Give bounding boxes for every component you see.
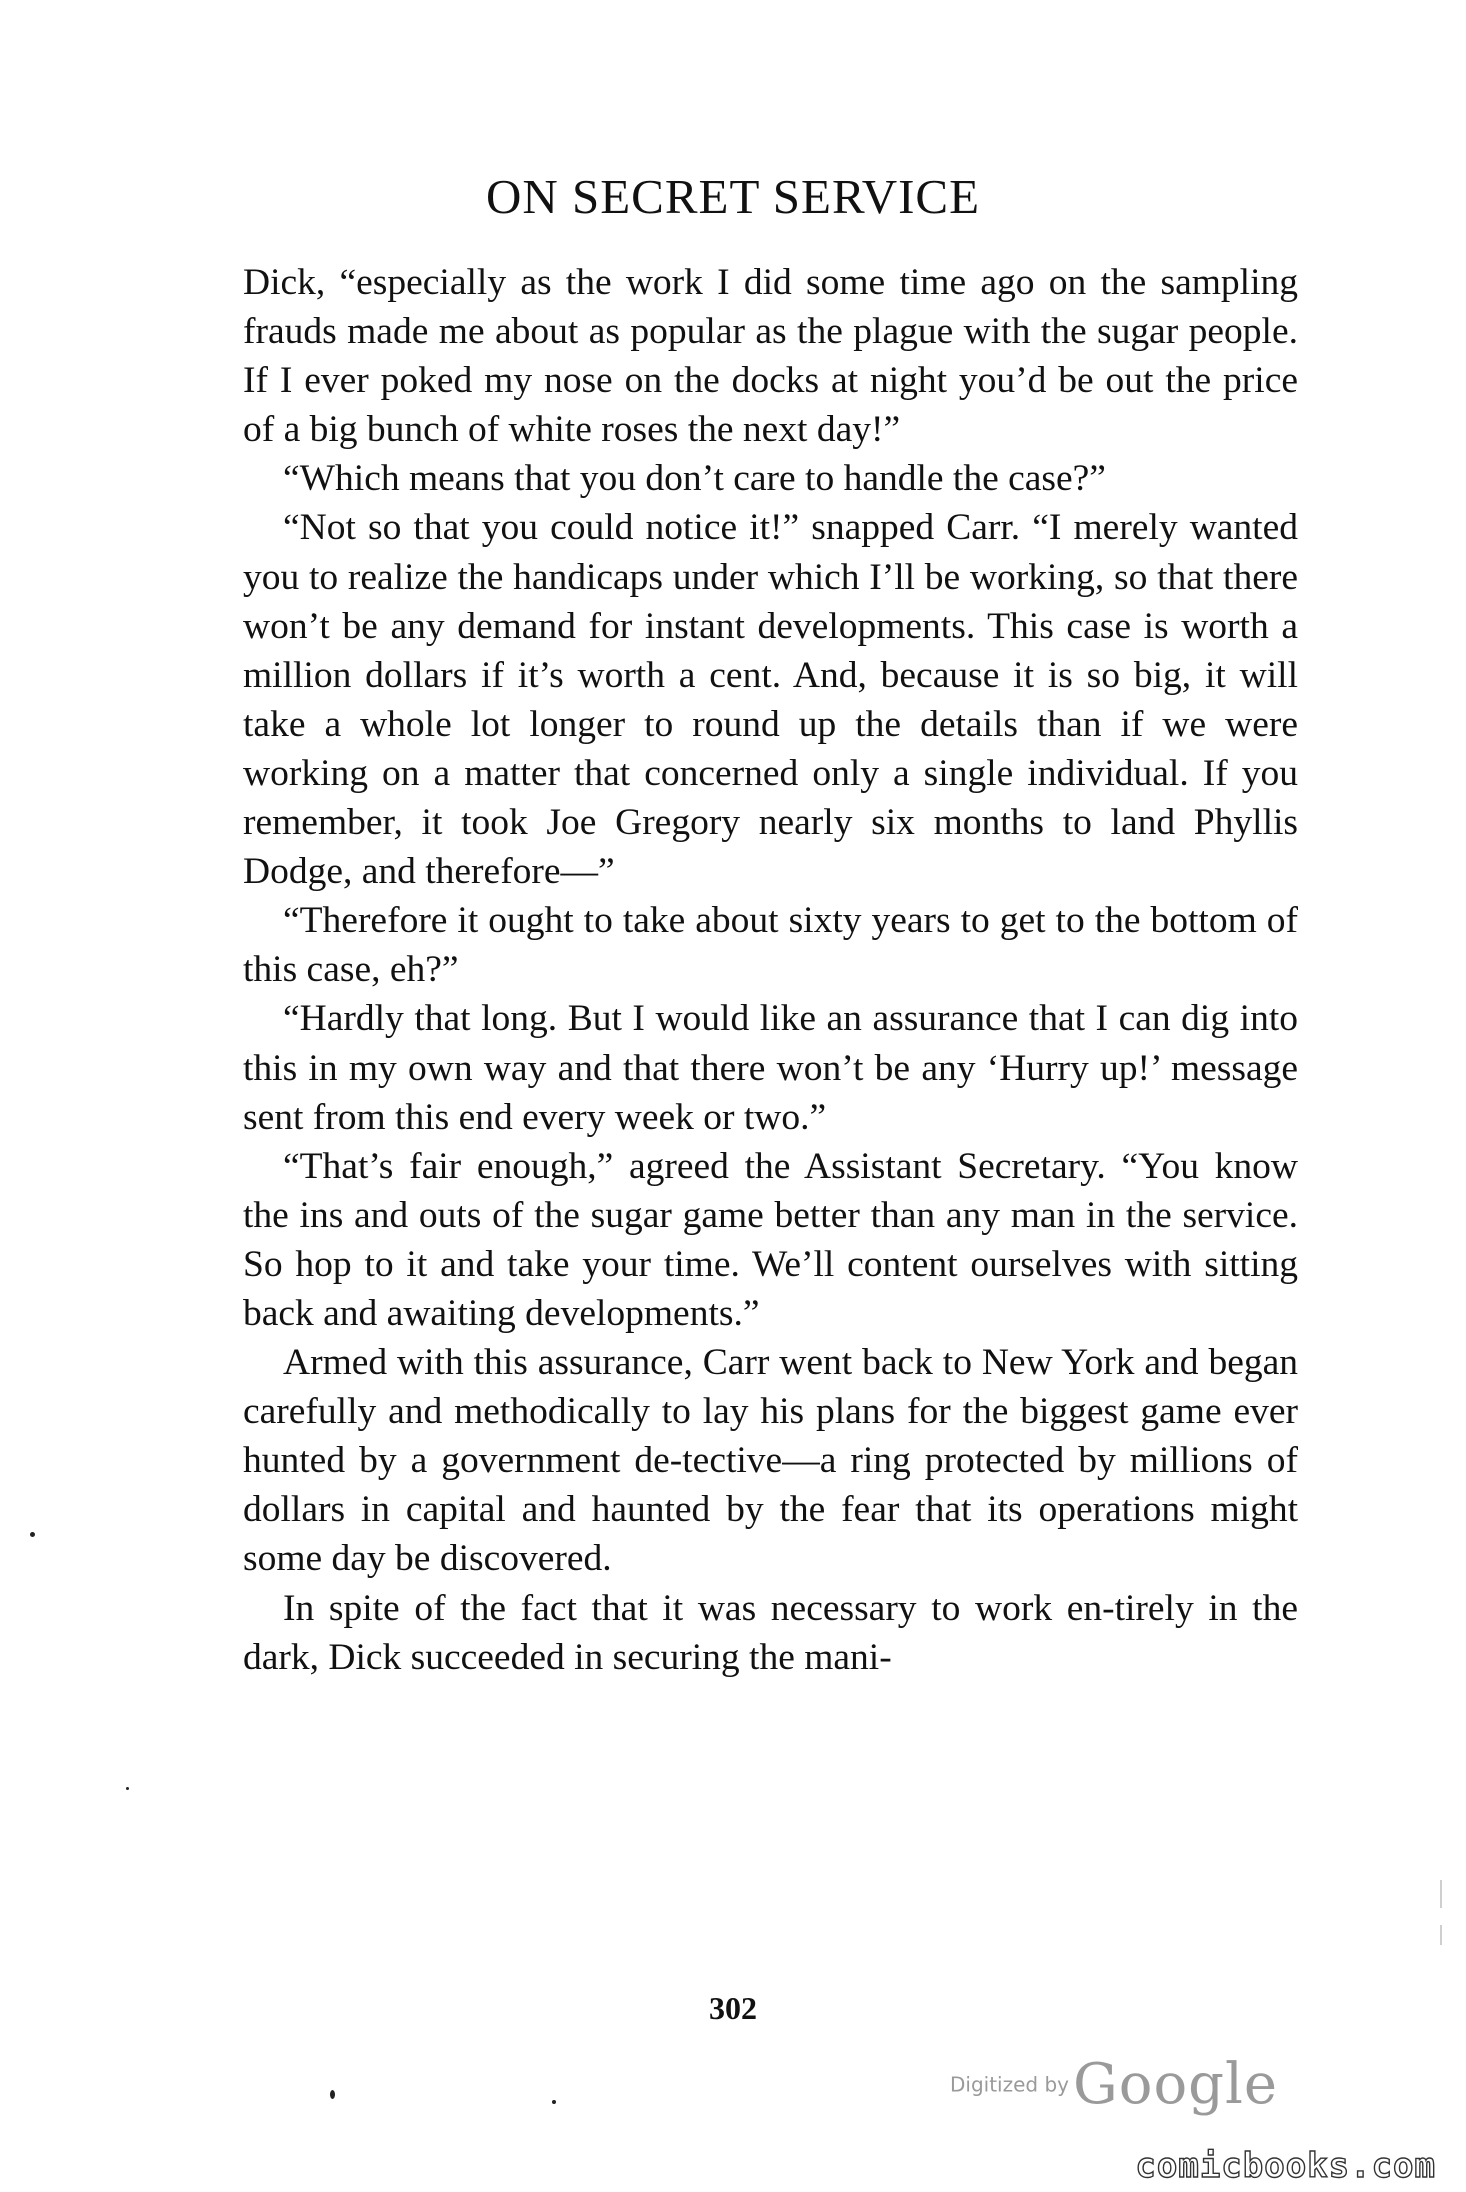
scan-speck bbox=[126, 1787, 129, 1790]
digitized-by-label: Digitized by bbox=[950, 2072, 1069, 2097]
scan-edge-mark bbox=[1440, 1880, 1442, 1908]
paragraph: “Not so that you could notice it!” snapped Carr. “I merely wanted you to realize the handicaps under which I’ll be working, so that there won’t be any demand for instant developments. This case is worth a million dollars if it’s worth a cent. And, because it is so big, it will take a whole lot longer to round up the details than if we were working on a matter that concerned only a single individual. If you remember, it took Joe Gregory nearly six months to land Phyllis Dodge, and therefore—” bbox=[243, 507, 1298, 893]
google-logo: Google bbox=[1073, 2052, 1279, 2117]
paragraph: Armed with this assurance, Carr went back to New York and began carefully and methodically to lay his plans for the biggest game ever hunted by a government de-tective—a ring protected by millions of dollars in capital and haunted by the fear that its operations might some day be discovered. bbox=[243, 1342, 1298, 1580]
page-number: 302 bbox=[709, 1990, 757, 2026]
paragraph: Dick, “especially as the work I did some time ago on the sampling frauds made me about as popular as the plague with the sugar people. If I ever poked my nose on the docks at night you’d be out the price of a big bunch of white roses the next day!” bbox=[243, 262, 1298, 451]
site-stamp: comicbooks.com bbox=[1135, 2146, 1436, 2186]
scan-edge-mark bbox=[1440, 1925, 1442, 1945]
scan-speck bbox=[330, 2090, 335, 2099]
scan-speck bbox=[30, 1532, 35, 1537]
google-watermark bbox=[950, 2052, 1278, 2117]
paragraph: “Hardly that long. But I would like an assurance that I can dig into this in my own way and that there won’t be any ‘Hurry up!’ message sent from this end every week or two.” bbox=[243, 998, 1298, 1138]
paragraph: “Therefore it ought to take about sixty years to get to the bottom of this case, eh?” bbox=[243, 900, 1298, 991]
paragraph: “That’s fair enough,” agreed the Assistant Secretary. “You know the ins and outs of the sugar game better than any man in the service. So hop to it and take your time. We’ll content ourselves with sitting back and awaiting developments.” bbox=[243, 1145, 1298, 1334]
body-text bbox=[243, 258, 1298, 1682]
paragraph: In spite of the fact that it was necessary to work en-tirely in the dark, Dick succeeded in securing the mani- bbox=[243, 1587, 1298, 1678]
paragraph: “Which means that you don’t care to handle the case?” bbox=[283, 458, 1106, 500]
scan-speck bbox=[552, 2100, 556, 2104]
running-head: ON SECRET SERVICE bbox=[485, 169, 981, 224]
